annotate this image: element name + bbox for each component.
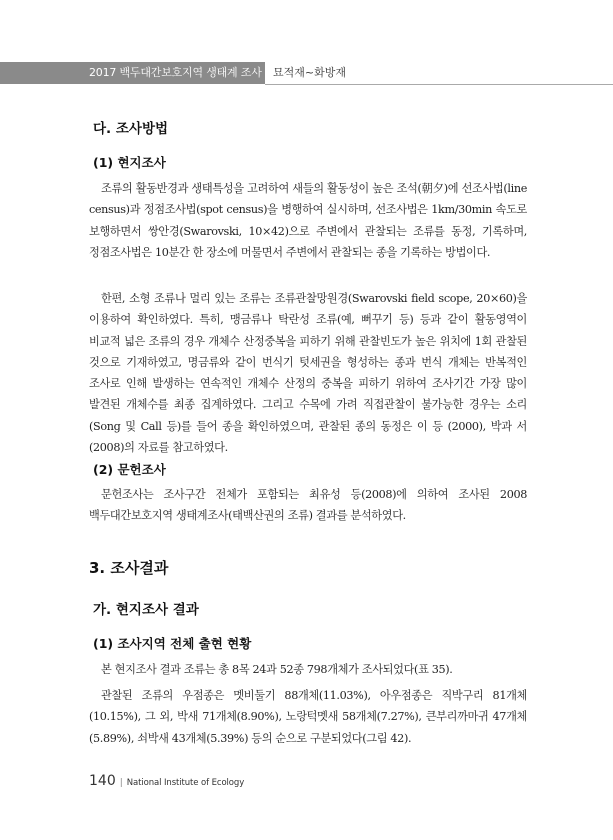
- page-footer: [89, 770, 244, 789]
- field-results-heading: 가. 현지조사 결과: [93, 602, 199, 618]
- results-paragraph-1: 본 현지조사 결과 조류는 총 8목 24과 52종 798개체가 조사되었다(표 35).: [101, 663, 453, 676]
- running-header-section: 묘적재~화방재: [273, 66, 346, 79]
- literature-survey-heading: (2) 문헌조사: [93, 462, 166, 477]
- method-heading: 다. 조사방법: [93, 121, 169, 137]
- overall-occurrence-heading: (1) 조사지역 전체 출현 현황: [93, 636, 252, 651]
- field-survey-paragraph-2: 한편, 소형 조류나 멀리 있는 조류는 조류관찰망원경(Swarovski field scope, 20×60)을 이용하여 확인하였다. 특히, 맹금류나 탁란성 조류(예, 뻐꾸기 등) 등과 같이 활동영역이 비교적 넓은 조류의 경우 개체수 산정중복을 피하기 위해 관찰빈도가 높은 위치에 1회 관찰된 것으로 기재하였고, 명금류와 같이 번식기 텃세권을 형성하는 종과 번식 개체는 반복적인 조사로 인해 발생하는 연속적인 개체수 산정의 중복을 피하기 위하여 조사기간 가장 많이 발견된 개체수를 최종 집계하였다. 그리고 수목에 가려 직접관찰이 불가능한 경우는 소리(Song 및 Call 등)를 들어 종을 확인하였으며, 관찰된 종의 동정은 이 등 (2000), 박과 서 (2008)의 자료를 참고하였다.: [89, 292, 527, 455]
- results-paragraph-2: 관찰된 조류의 우점종은 멧비둘기 88개체(11.03%), 아우점종은 직박구리 81개체(10.15%), 그 외, 박새 71개체(8.90%), 노랑턱멧새 58개체(7.27%), 큰부리까마귀 47개체(5.89%), 쇠박새 43개체(5.39%) 등의 순으로 구분되었다(그림 42).: [89, 689, 527, 745]
- page-number: 140: [89, 773, 116, 789]
- footer-separator: |: [119, 778, 123, 788]
- header-divider: [265, 84, 613, 85]
- field-survey-heading: (1) 현지조사: [93, 155, 166, 170]
- literature-survey-paragraph: 문헌조사는 조사구간 전체가 포함되는 최유성 등(2008)에 의하여 조사된 2008 백두대간보호지역 생태계조사(태백산권의 조류) 결과를 분석하였다.: [89, 488, 527, 523]
- institute-name: National Institute of Ecology: [126, 778, 245, 788]
- running-header-title: 2017 백두대간보호지역 생태계 조사: [0, 62, 265, 84]
- field-survey-paragraph-1: 조류의 활동반경과 생태특성을 고려하여 새들의 활동성이 높은 조석(朝夕)에 선조사법(line census)과 정점조사법(spot census)을 병행하여 실시하며, 선조사법은 1km/30min 속도로 보행하면서 쌍안경(Swarovski, 10×42)으로 주변에서 관찰되는 조류를 동정, 기록하며, 정점조사법은 10분간 한 장소에 머물면서 주변에서 관찰되는 종을 기록하는 방법이다.: [89, 182, 527, 259]
- results-heading: 3. 조사결과: [89, 559, 169, 577]
